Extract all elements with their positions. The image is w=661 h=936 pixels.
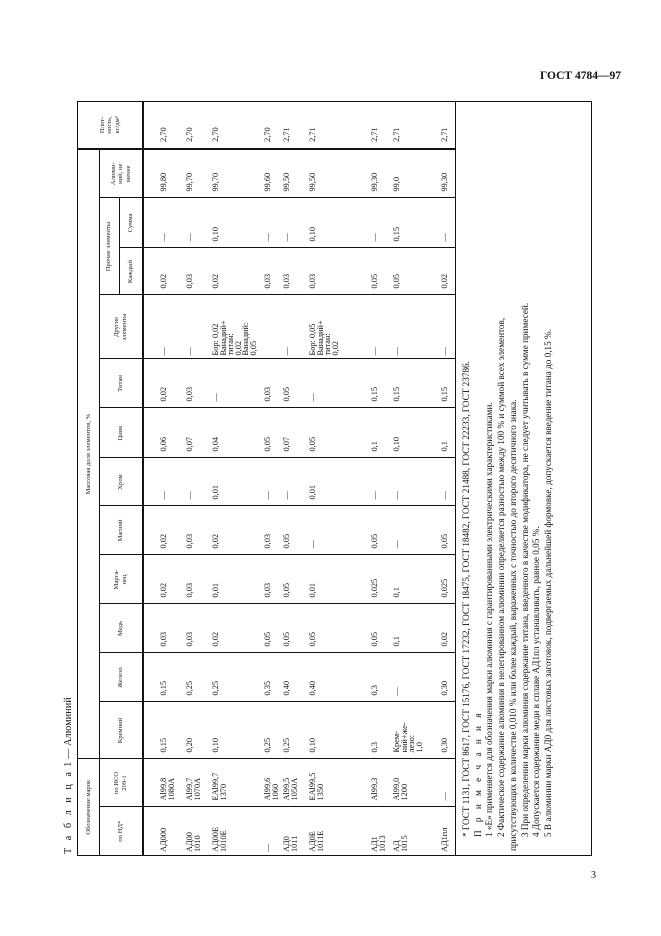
cell-grade-iso: Al99,0 1200: [393, 759, 441, 807]
cell-titanium: 0,15: [393, 359, 441, 408]
cell-silicon: Крем- ний+же- лезо: 1,0: [393, 702, 441, 759]
cell-other-elements: —: [393, 295, 441, 359]
table-frame: [77, 101, 592, 856]
cell-copper: 0,05: [371, 604, 393, 653]
cell-other-elements: —: [186, 295, 212, 359]
cell-copper: 0,03: [186, 604, 212, 653]
header-by-iso: по ИСО 209-1: [99, 759, 143, 807]
cell-magnesium: 0,03: [242, 506, 283, 555]
cell-silicon: 0,30: [441, 702, 455, 759]
cell-grade-nd: АД000: [143, 807, 186, 855]
cell-grade-iso: Al99,5 1050A: [283, 759, 309, 807]
cell-sum: —: [441, 198, 455, 248]
cell-density: 2,71: [283, 102, 309, 149]
header-sum: Сумма: [119, 198, 143, 248]
cell-aluminium: 99,50: [283, 149, 309, 198]
cell-magnesium: 0,02: [212, 506, 242, 555]
table-row: [186, 102, 212, 855]
cell-aluminium: 99,0: [393, 149, 441, 198]
cell-grade-nd: АД0Е 1011Е: [309, 807, 371, 855]
cell-chromium: —: [393, 458, 441, 506]
cell-silicon: 0,25: [283, 702, 309, 759]
cell-other-elements: —: [283, 295, 309, 359]
table-row: [242, 102, 283, 855]
cell-each: 0,03: [186, 248, 212, 295]
notes-heading: П р и м е ч а н и я: [472, 710, 483, 837]
cell-silicon: 0,10: [309, 702, 371, 759]
cell-chromium: —: [242, 458, 283, 506]
cell-density: 2,71: [371, 102, 393, 149]
cell-iron: 0,15: [143, 653, 186, 702]
cell-titanium: 0,05: [283, 359, 309, 408]
cell-aluminium: 99,70: [186, 149, 212, 198]
header-chromium: Хром: [99, 458, 143, 506]
cell-sum: —: [143, 198, 186, 248]
cell-copper: 0,02: [441, 604, 455, 653]
table-body: [143, 102, 455, 855]
cell-manganese: 0,01: [212, 555, 242, 604]
header-mass-fraction: Массовая доля элементов, %: [78, 149, 99, 759]
cell-grade-iso: Al99,6 1060: [242, 759, 283, 807]
cell-iron: 0,25: [212, 653, 242, 702]
cell-titanium: 0,02: [143, 359, 186, 408]
cell-other-elements: Бор: 0,02 Ванадий+ титан: 0,02: [212, 295, 242, 359]
cell-iron: 0,35: [242, 653, 283, 702]
cell-grade-nd: АД1 1013: [371, 807, 393, 855]
cell-zinc: 0,06: [143, 408, 186, 458]
aluminium-grades-table: [78, 102, 456, 855]
header-titanium: Титан: [99, 359, 143, 408]
cell-other-elements: —: [371, 295, 393, 359]
cell-titanium: 0,15: [371, 359, 393, 408]
cell-each: 0,02: [143, 248, 186, 295]
cell-sum: 0,10: [309, 198, 371, 248]
header-manganese: Марга- нец: [99, 555, 143, 604]
table-row: [283, 102, 309, 855]
cell-density: 2,71: [441, 102, 455, 149]
cell-chromium: —: [283, 458, 309, 506]
cell-iron: 0,40: [283, 653, 309, 702]
cell-chromium: —: [186, 458, 212, 506]
table-row: [309, 102, 371, 855]
cell-copper: 0,05: [283, 604, 309, 653]
cell-each: 0,05: [371, 248, 393, 295]
note-2: 2 Фактическое содержание алюминия в нелегированном алюминии определяется разностью между 100 % и суммой всех элементов,: [496, 317, 507, 837]
cell-titanium: —: [309, 359, 371, 408]
cell-magnesium: 0,05: [371, 506, 393, 555]
cell-manganese: 0,1: [393, 555, 441, 604]
cell-other-elements: —: [441, 295, 455, 359]
table-caption: [63, 697, 74, 854]
note-3: 3 При определении марки алюминия содержание титана, введенного в качестве модификатора, не следует учитывать в сумме примесей.: [519, 302, 530, 837]
cell-manganese: 0,01: [309, 555, 371, 604]
cell-silicon: 0,25: [242, 702, 283, 759]
cell-density: 2,70: [242, 102, 283, 149]
document-code: ГОСТ 4784—97: [540, 70, 621, 82]
cell-iron: 0,40: [309, 653, 371, 702]
cell-density: 2,70: [143, 102, 186, 149]
cell-manganese: 0,03: [242, 555, 283, 604]
cell-chromium: 0,01: [212, 458, 242, 506]
header-magnesium: Магний: [99, 506, 143, 555]
cell-titanium: 0,03: [242, 359, 283, 408]
cell-chromium: 0,01: [309, 458, 371, 506]
cell-aluminium: 99,60: [242, 149, 283, 198]
table-row: [212, 102, 242, 855]
cell-zinc: 0,05: [242, 408, 283, 458]
cell-silicon: 0,3: [371, 702, 393, 759]
cell-iron: 0,3: [371, 653, 393, 702]
table-notes: [461, 111, 555, 851]
cell-density: 2,71: [309, 102, 371, 149]
cell-aluminium: 99,80: [143, 149, 186, 198]
cell-density: 2,70: [186, 102, 212, 149]
header-zinc: Цинк: [99, 408, 143, 458]
cell-each: 0,03: [309, 248, 371, 295]
header-silicon: Кремний: [99, 702, 143, 759]
cell-grade-iso: —: [441, 759, 455, 807]
cell-sum: —: [186, 198, 212, 248]
cell-copper: 0,1: [393, 604, 441, 653]
cell-grade-nd: АД 1015: [393, 807, 441, 855]
cell-aluminium: 99,30: [371, 149, 393, 198]
cell-zinc: 0,07: [283, 408, 309, 458]
cell-manganese: 0,02: [143, 555, 186, 604]
cell-chromium: —: [371, 458, 393, 506]
cell-each: 0,02: [212, 248, 242, 295]
cell-zinc: 0,07: [186, 408, 212, 458]
cell-chromium: —: [441, 458, 455, 506]
cell-silicon: 0,20: [186, 702, 212, 759]
cell-sum: —: [242, 198, 283, 248]
cell-grade-nd: АД00Е 1010Е: [212, 807, 242, 855]
cell-manganese: 0,05: [283, 555, 309, 604]
cell-grade-iso: Al99,8 1080A: [143, 759, 186, 807]
cell-copper: 0,05: [309, 604, 371, 653]
cell-sum: —: [283, 198, 309, 248]
cell-each: 0,03: [283, 248, 309, 295]
cell-each: 0,03: [242, 248, 283, 295]
cell-aluminium: 99,70: [212, 149, 242, 198]
header-designation: Обозначение марок: [78, 759, 99, 855]
table-row: [393, 102, 441, 855]
header-iron: Железо: [99, 653, 143, 702]
cell-density: 2,70: [212, 102, 242, 149]
note-1: 1 «Е» применяется для обозначения марки алюминия с гарантированными электрическими характеристиками.: [484, 402, 495, 837]
cell-each: 0,02: [441, 248, 455, 295]
cell-manganese: 0,025: [441, 555, 455, 604]
cell-iron: —: [393, 653, 441, 702]
rotated-table-page: [62, 98, 592, 858]
header-aluminium-min: Алюми- ний, не менее: [99, 149, 143, 198]
note-2-continued: присутствующих в количестве 0,010 % или более каждый, выраженных с точностью до второго десятичного знака.: [507, 399, 518, 851]
cell-iron: 0,30: [441, 653, 455, 702]
cell-magnesium: —: [393, 506, 441, 555]
cell-density: 2,71: [393, 102, 441, 149]
header-copper: Медь: [99, 604, 143, 653]
cell-copper: 0,02: [212, 604, 242, 653]
cell-sum: —: [371, 198, 393, 248]
note-5: 5 В алюминии марки АД0 для листовых заготовок, подвергаемых дальнейшей формовке, допускается введение титана до 0,15 %.: [542, 329, 553, 837]
cell-manganese: 0,03: [186, 555, 212, 604]
cell-magnesium: —: [309, 506, 371, 555]
cell-other-elements: Бор: 0,05 Ванадий+ титан: 0,02: [309, 295, 371, 359]
cell-grade-iso: EAl99,5 1350: [309, 759, 371, 807]
cell-magnesium: 0,02: [143, 506, 186, 555]
header-density: Плот- ность, кг/дм³: [78, 102, 143, 149]
cell-grade-nd: АД1пл: [441, 807, 455, 855]
cell-magnesium: 0,05: [441, 506, 455, 555]
header-other-elements: Другие элементы: [99, 295, 143, 359]
cell-each: 0,05: [393, 248, 441, 295]
cell-magnesium: 0,05: [283, 506, 309, 555]
table-caption-label: Т а б л и ц а: [63, 769, 74, 854]
cell-zinc: 0,1: [441, 408, 455, 458]
cell-sum: 0,15: [393, 198, 441, 248]
cell-grade-nd: АД0 1011: [283, 807, 309, 855]
note-4: 4 Допускается содержание меди в сплаве АД1пл устанавливать, равное 0,05 %.: [531, 526, 542, 837]
cell-copper: 0,05: [242, 604, 283, 653]
cell-titanium: 0,15: [441, 359, 455, 408]
cell-grade-nd: АД00 1010: [186, 807, 212, 855]
cell-copper: 0,03: [143, 604, 186, 653]
table-row: [441, 102, 455, 855]
cell-aluminium: 99,50: [309, 149, 371, 198]
footnote-standards: * ГОСТ 1131, ГОСТ 8617, ГОСТ 15176, ГОСТ 17232, ГОСТ 18475, ГОСТ 18482, ГОСТ 21488, ГОСТ 22233, ГОСТ 23786.: [461, 361, 471, 837]
cell-silicon: 0,10: [212, 702, 242, 759]
cell-titanium: —: [212, 359, 242, 408]
cell-silicon: 0,15: [143, 702, 186, 759]
cell-aluminium: 99,30: [441, 149, 455, 198]
cell-zinc: 0,05: [309, 408, 371, 458]
cell-manganese: 0,025: [371, 555, 393, 604]
page-number: 3: [591, 870, 596, 881]
cell-iron: 0,25: [186, 653, 212, 702]
cell-other-elements: Ванадий: 0,05: [242, 295, 283, 359]
header-each: Каждый: [119, 248, 143, 295]
cell-grade-iso: Al99,3: [371, 759, 393, 807]
header-by-nd: по НД*: [99, 807, 143, 855]
table-row: [143, 102, 186, 855]
cell-titanium: 0,03: [186, 359, 212, 408]
cell-other-elements: —: [143, 295, 186, 359]
table-row: [371, 102, 393, 855]
header-rest-elements: Прочие элементы: [99, 198, 119, 295]
cell-grade-nd: —: [242, 807, 283, 855]
cell-grade-iso: EAl99,7 1370: [212, 759, 242, 807]
cell-chromium: —: [143, 458, 186, 506]
cell-magnesium: 0,03: [186, 506, 212, 555]
cell-sum: 0,10: [212, 198, 242, 248]
cell-grade-iso: Al99,7 1070A: [186, 759, 212, 807]
table-caption-title: 1 — Алюминий: [63, 697, 74, 767]
cell-zinc: 0,10: [393, 408, 441, 458]
cell-zinc: 0,04: [212, 408, 242, 458]
cell-zinc: 0,1: [371, 408, 393, 458]
